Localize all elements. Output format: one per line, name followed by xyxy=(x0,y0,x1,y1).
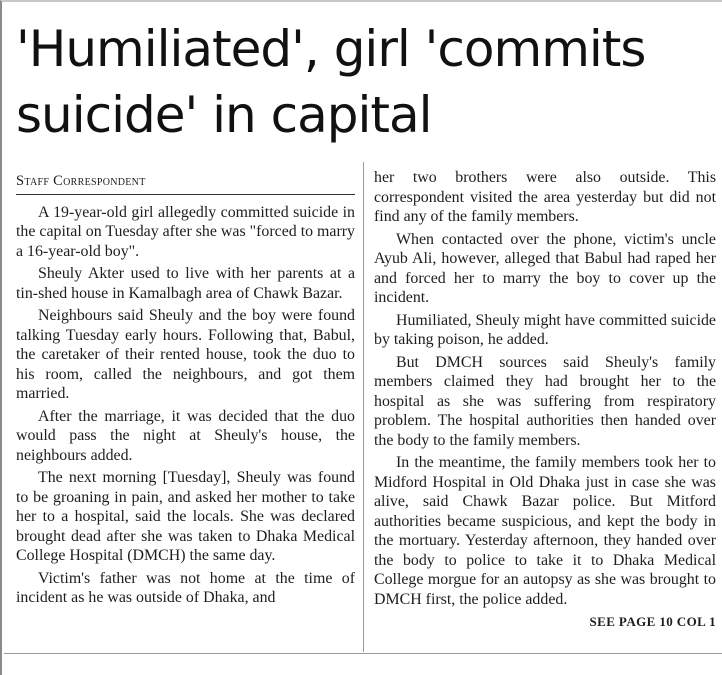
paragraph-continuation: her two brothers were also outside. This correspondent visited the area yesterday but did not find any of the family members. xyxy=(374,169,716,225)
paragraph: When contacted over the phone, victim's uncle Ayub Ali, however, alleged that Babul had raped her and forced her to marry the boy to cover up the incident. xyxy=(374,230,716,306)
jump-line: SEE PAGE 10 COL 1 xyxy=(589,614,716,629)
byline: Staff Correspondent xyxy=(16,172,355,195)
paragraph: Neighbours said Sheuly and the boy were found talking Tuesday early hours. Following that, Babul, the caretaker of their rented house, took the duo to his room, called the neighbours, and got them married. xyxy=(16,307,355,402)
paragraph: Victim's father was not home at the time of incident as he was outside of Dhaka, and xyxy=(16,569,355,606)
paragraph: The next morning [Tuesday], Sheuly was found to be groaning in pain, and asked her mother to take her to a hospital, said the locals. She was declared brought dead after she was taken to Dhaka Medical College Hospital (DMCH) the same day. xyxy=(16,469,355,564)
column-divider xyxy=(363,162,364,652)
article-column-2 xyxy=(374,168,716,632)
bottom-divider xyxy=(4,653,722,654)
paragraph: In the meantime, the family members took her to Midford Hospital in Old Dhaka just in case she was alive, said Chawk Bazar police. But Mitford authorities became suspicious, and kept the body in the mortuary. Yesterday afternoon, they handed over the body to police to take it to Dhaka Medical College morgue for an autopsy as she was brought to DMCH first, the police added. xyxy=(374,454,716,608)
paragraph: But DMCH sources said Sheuly's family members claimed they had brought her to the hospital as she was suffering from respiratory problem. The hospital authorities then handed over the body to the family members. xyxy=(374,353,716,449)
article-column-1 xyxy=(16,172,355,611)
headline: 'Humiliated', girl 'commits suicide' in capital xyxy=(16,20,646,144)
paragraph: After the marriage, it was decided that the duo would pass the night at Sheuly's house, the neighbours added. xyxy=(16,407,355,464)
paragraph: Humiliated, Sheuly might have committed suicide by taking poison, he added. xyxy=(374,311,716,348)
paragraph: Sheuly Akter used to live with her parents at a tin-shed house in Kamalbagh area of Chawk Bazar. xyxy=(16,265,355,302)
paragraph: A 19-year-old girl allegedly committed suicide in the capital on Tuesday after she was "forced to marry a 16-year-old boy". xyxy=(16,203,355,260)
